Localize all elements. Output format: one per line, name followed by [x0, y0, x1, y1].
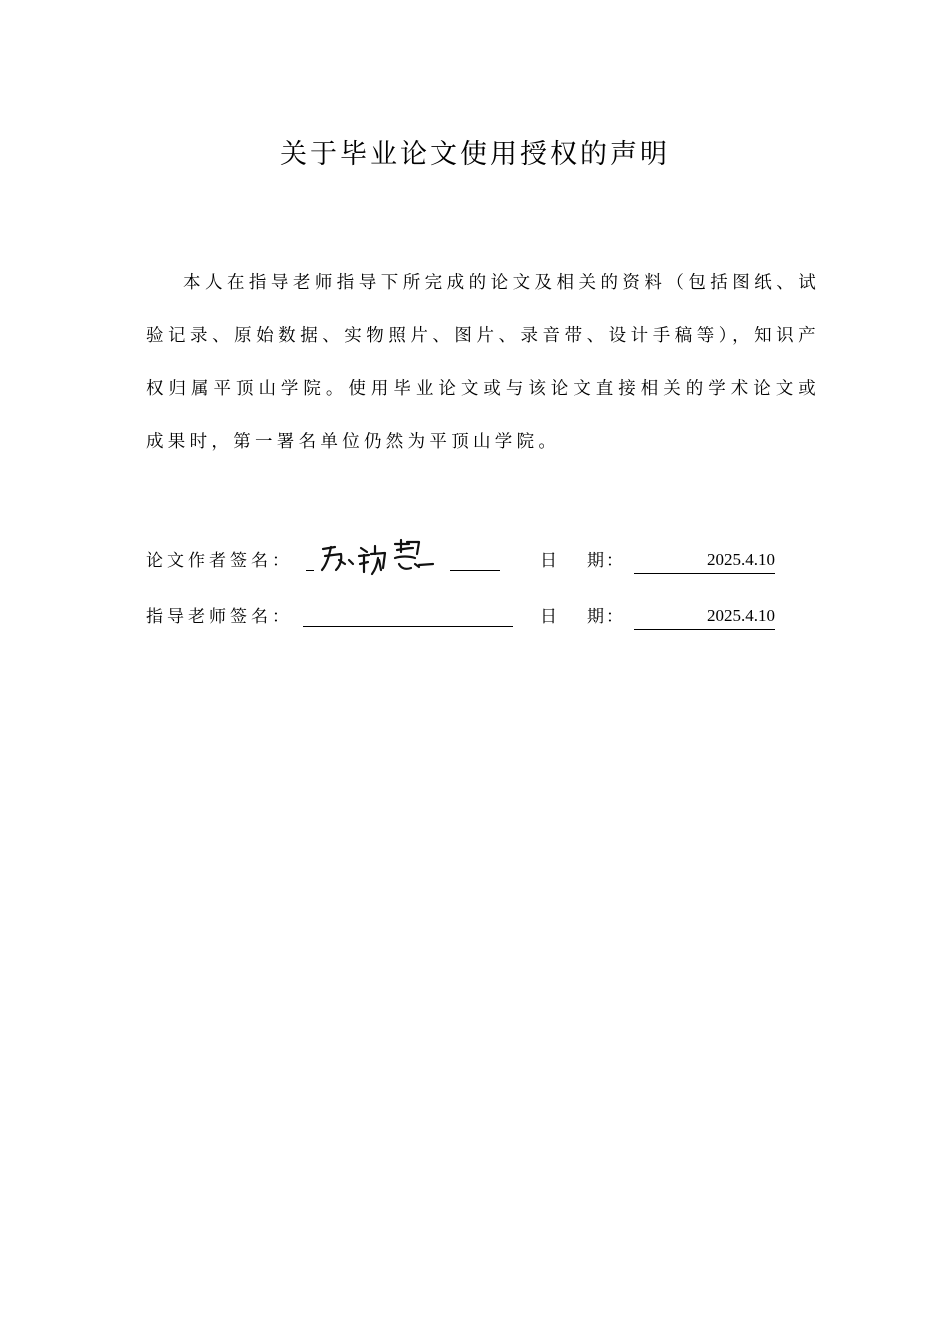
author-signature-row — [146, 546, 846, 576]
advisor-date-label-colon: ： — [606, 607, 623, 627]
author-date-label-colon: ： — [606, 551, 623, 571]
page-title: 关于毕业论文使用授权的声明 — [280, 139, 670, 170]
advisor-signature-label: 指导老师签名： — [146, 607, 293, 627]
author-date-label-char-2: 期 — [587, 551, 604, 571]
author-signature-line-right — [450, 570, 500, 571]
declaration-body: 本人在指导老师指导下所完成的论文及相关的资料（包括图纸、试验记录、原始数据、实物照片、图片、录音带、设计手稿等），知识产权归属平顶山学院。使用毕业论文或与该论文直接相关的学术论文或成果时，第一署名单位仍然为平顶山学院。 — [146, 273, 820, 452]
author-date-label-char-1: 日 — [540, 551, 557, 571]
advisor-date-value: 2025.4.10 — [634, 602, 775, 630]
author-signature-label: 论文作者签名： — [146, 551, 293, 571]
advisor-signature-line — [303, 626, 513, 627]
advisor-date-label-char-1: 日 — [540, 607, 557, 627]
advisor-signature-row — [146, 602, 846, 632]
author-date-value: 2025.4.10 — [634, 546, 775, 574]
author-handwritten-signature — [309, 534, 439, 578]
advisor-date-label-char-2: 期 — [587, 607, 604, 627]
